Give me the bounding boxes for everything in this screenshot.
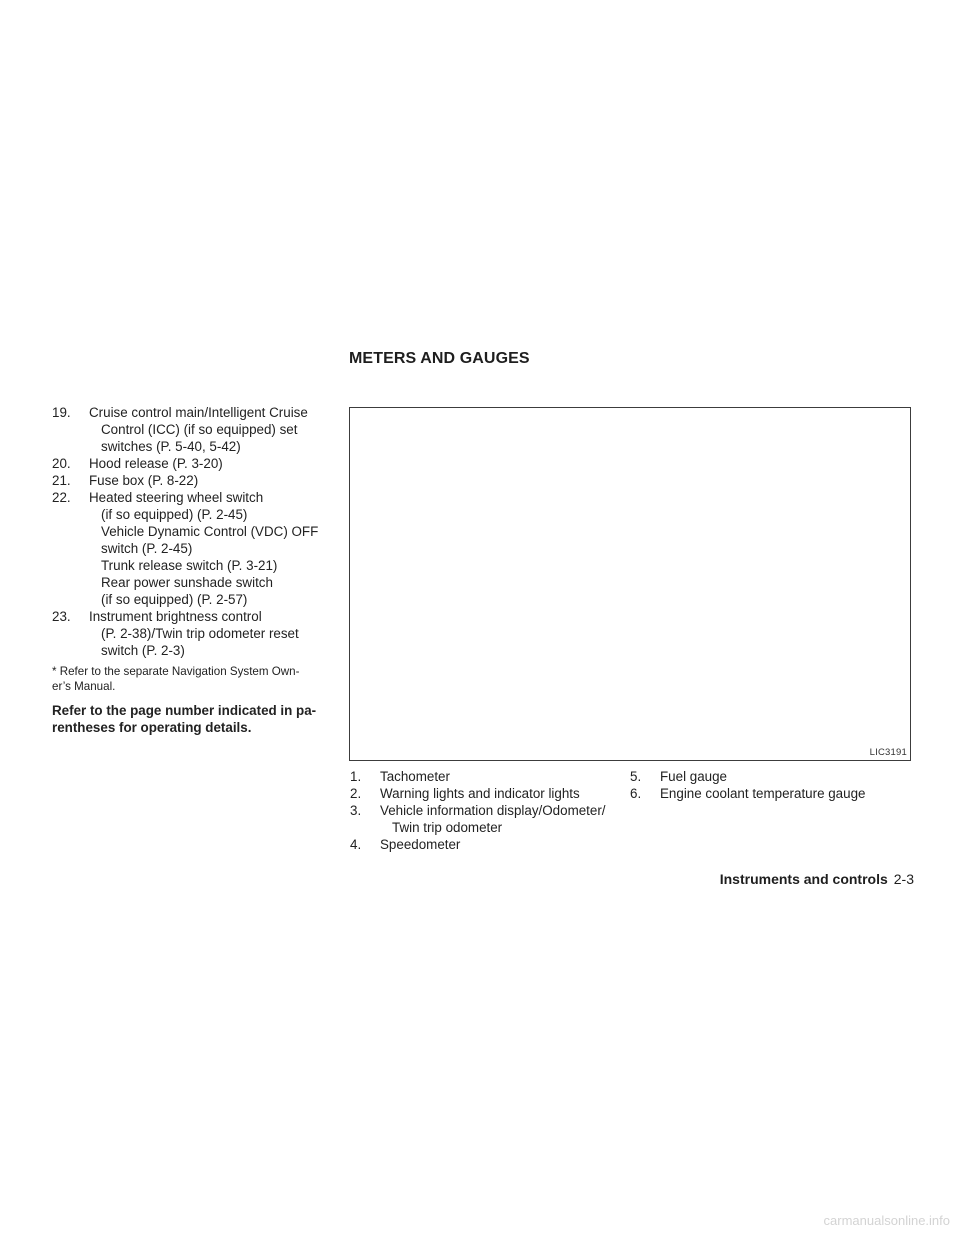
- item-number: 22.: [52, 490, 71, 505]
- item-text-line: Speedometer: [380, 837, 461, 852]
- item-text-line: Rear power sunshade switch: [101, 575, 273, 590]
- chapter-title: Instruments and controls: [719, 871, 888, 887]
- item-text-line: Warning lights and indicator lights: [380, 786, 580, 801]
- item-text-line: Vehicle Dynamic Control (VDC) OFF: [101, 524, 319, 539]
- item-text-line: switch (P. 2-45): [101, 541, 193, 556]
- item-text-line: Instrument brightness control: [89, 609, 262, 624]
- list-item: [52, 455, 334, 472]
- item-text-line: switches (P. 5-40, 5-42): [101, 439, 241, 454]
- figure-code: LIC3191: [869, 747, 907, 758]
- watermark: carmanualsonline.info: [823, 1213, 950, 1228]
- item-text-line: Fuel gauge: [660, 769, 728, 784]
- item-number: 3.: [350, 803, 362, 818]
- list-item: [630, 768, 920, 785]
- item-text-line: Heated steering wheel switch: [89, 490, 264, 505]
- item-text-line: (P. 2-38)/Twin trip odometer reset: [101, 626, 299, 641]
- footnote-line: * Refer to the separate Navigation System Own-: [52, 665, 300, 678]
- item-text-line: Twin trip odometer: [392, 820, 503, 835]
- note-line: rentheses for operating details.: [52, 720, 252, 735]
- item-text-line: Trunk release switch (P. 3-21): [101, 558, 278, 573]
- page-number: 2-3: [893, 871, 914, 887]
- item-number: 20.: [52, 456, 71, 471]
- item-text-line: Engine coolant temperature gauge: [660, 786, 866, 801]
- item-text-line: Vehicle information display/Odometer/: [380, 803, 606, 818]
- list-item: [350, 802, 630, 836]
- left-column: [52, 404, 334, 736]
- list-item: [52, 404, 334, 455]
- item-number: 6.: [630, 786, 642, 801]
- item-text-line: Tachometer: [380, 769, 450, 784]
- legend-column-1: [350, 768, 630, 853]
- left-list: [52, 404, 334, 659]
- item-number: 19.: [52, 405, 71, 420]
- list-item: [52, 489, 334, 608]
- operating-details-note: [52, 702, 334, 736]
- list-item: [350, 785, 630, 802]
- list-item: [52, 608, 334, 659]
- item-text-line: (if so equipped) (P. 2-45): [101, 507, 248, 522]
- footnote: [52, 664, 334, 694]
- item-number: 21.: [52, 473, 71, 488]
- item-number: 5.: [630, 769, 642, 784]
- item-text-line: (if so equipped) (P. 2-57): [101, 592, 248, 607]
- item-number: 23.: [52, 609, 71, 624]
- item-text-line: switch (P. 2-3): [101, 643, 185, 658]
- item-number: 1.: [350, 769, 362, 784]
- item-text-line: Cruise control main/Intelligent Cruise: [89, 405, 308, 420]
- page-footer: [720, 871, 914, 887]
- legend-column-2: [630, 768, 920, 802]
- footnote-line: er’s Manual.: [52, 680, 116, 693]
- list-item: [52, 472, 334, 489]
- item-text-line: Hood release (P. 3-20): [89, 456, 223, 471]
- note-line: Refer to the page number indicated in pa-: [52, 703, 317, 718]
- item-number: 4.: [350, 837, 362, 852]
- item-text-line: Control (ICC) (if so equipped) set: [101, 422, 298, 437]
- list-item: [350, 768, 630, 785]
- list-item: [350, 836, 630, 853]
- item-text-line: Fuse box (P. 8-22): [89, 473, 199, 488]
- list-item: [630, 785, 920, 802]
- meter-illustration-frame: [349, 407, 911, 761]
- section-title: METERS AND GAUGES: [349, 350, 530, 367]
- item-number: 2.: [350, 786, 362, 801]
